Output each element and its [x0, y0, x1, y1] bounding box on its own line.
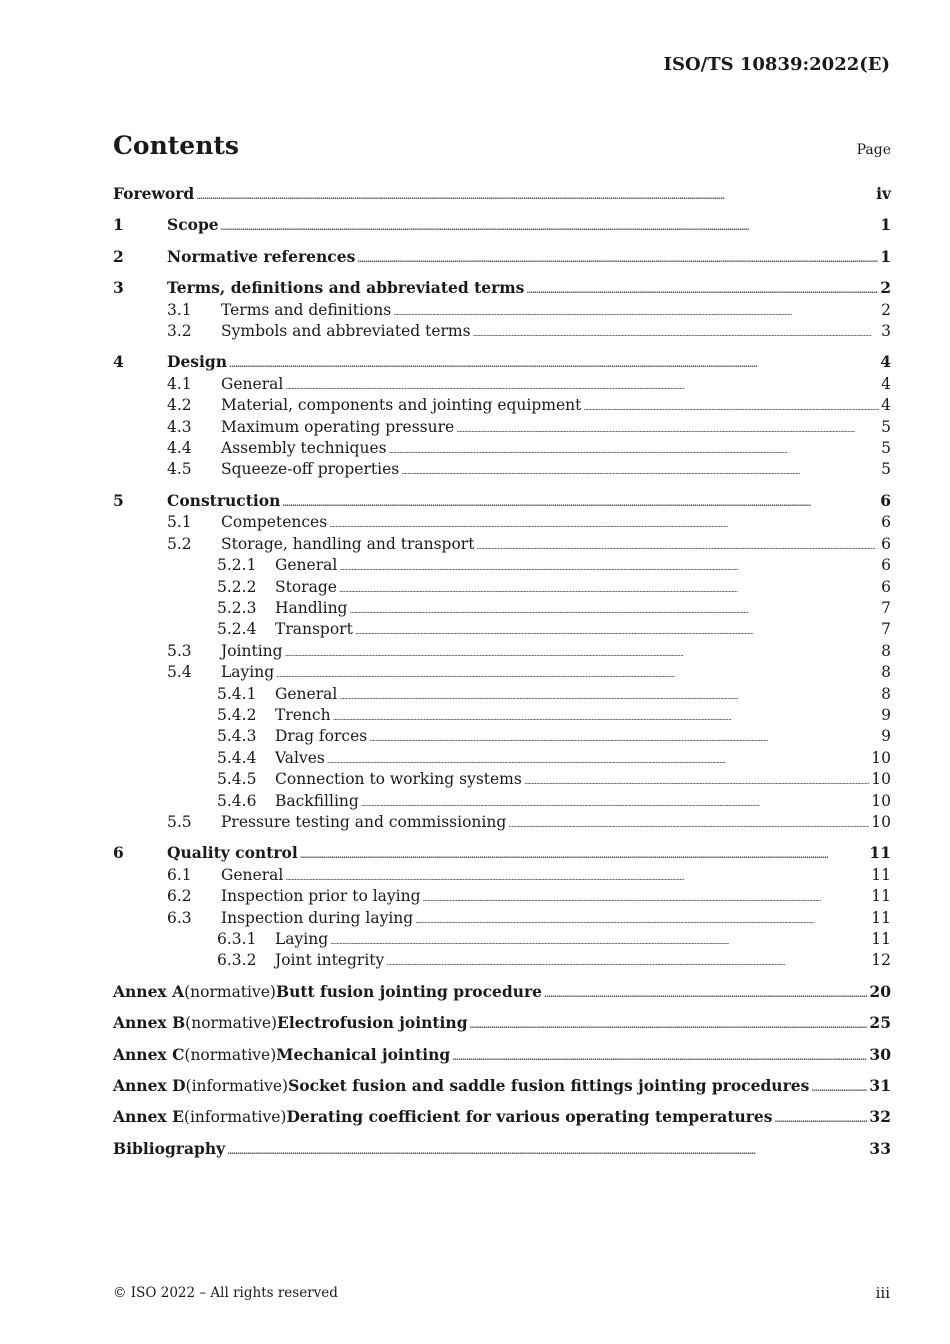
- subsection-title: General: [221, 865, 284, 884]
- toc-subsubsection-5.2.1[interactable]: [113, 556, 891, 577]
- dot-leader: [221, 218, 879, 237]
- toc-subsubsection-5.2.4[interactable]: [113, 620, 891, 641]
- annex-page: 25: [869, 1013, 891, 1033]
- subsection-title: Inspection during laying: [221, 908, 414, 927]
- section-title: Construction: [167, 490, 281, 510]
- toc-annex-a[interactable]: [113, 982, 891, 1004]
- subsubsection-title: Transport: [275, 620, 353, 639]
- subsubsection-page: 10: [871, 748, 891, 767]
- dot-leader: [811, 1079, 867, 1098]
- toc-subsection-4.1[interactable]: [113, 375, 891, 396]
- dot-leader: [476, 537, 879, 556]
- toc-section-2[interactable]: [113, 247, 891, 269]
- subsection-number: 4.4: [167, 439, 192, 458]
- toc-subsection-6.2[interactable]: [113, 887, 891, 908]
- subsubsection-number: 5.4.2: [217, 705, 257, 724]
- subsection-title: Inspection prior to laying: [221, 887, 421, 906]
- subsection-page: 11: [871, 908, 891, 927]
- dot-leader: [470, 1016, 868, 1035]
- annex-kind: (informative): [183, 1108, 287, 1127]
- annex-title: Electrofusion jointing: [277, 1013, 468, 1033]
- section-title: Design: [167, 352, 228, 372]
- subsubsection-page: 6: [881, 577, 891, 596]
- subsubsection-number: 5.2.2: [217, 577, 257, 596]
- document-id: ISO/TS 10839:2022(E): [663, 54, 890, 75]
- section-title: Terms, definitions and abbreviated terms: [167, 278, 525, 298]
- toc-section-5[interactable]: [113, 491, 891, 513]
- dot-leader: [369, 729, 879, 748]
- dot-leader: [339, 687, 879, 706]
- subsubsection-title: Storage: [275, 577, 337, 596]
- subsection-title: Terms and definitions: [221, 300, 392, 319]
- dot-leader: [339, 558, 879, 577]
- toc-subsection-4.2[interactable]: [113, 396, 891, 417]
- annex-label: Annex D: [113, 1076, 186, 1096]
- subsubsection-number: 5.4.6: [217, 791, 257, 810]
- toc-subsection-5.3[interactable]: [113, 642, 891, 663]
- dot-leader: [282, 494, 878, 513]
- annex-label: Annex E: [113, 1107, 184, 1127]
- subsection-number: 3.1: [167, 300, 192, 319]
- dot-leader: [327, 751, 869, 770]
- toc-subsection-5.1[interactable]: [113, 513, 891, 534]
- subsubsection-number: 6.3.1: [217, 930, 257, 948]
- subsubsection-page: 7: [881, 598, 891, 617]
- subsubsection-title: General: [275, 684, 338, 703]
- subsection-title: Maximum operating pressure: [221, 417, 455, 436]
- dot-leader: [473, 324, 880, 343]
- dot-leader: [229, 355, 878, 374]
- subsection-page: 6: [881, 513, 891, 532]
- page-column-label: Page: [856, 142, 891, 158]
- toc-entry-foreword[interactable]: [113, 184, 891, 206]
- toc-subsubsection-5.4.5[interactable]: [113, 770, 891, 791]
- subsubsection-number: 5.4.3: [217, 727, 257, 746]
- subsection-title: Competences: [221, 513, 328, 532]
- subsubsection-title: Trench: [275, 705, 331, 724]
- annex-kind: (normative): [184, 982, 276, 1001]
- table-of-contents: [113, 184, 891, 1161]
- dot-leader: [452, 1048, 867, 1067]
- toc-subsubsection-5.4.3[interactable]: [113, 727, 891, 748]
- dot-leader: [524, 772, 869, 791]
- subsubsection-title: Handling: [275, 598, 348, 617]
- annex-page: 32: [869, 1107, 891, 1127]
- subsection-page: 2: [881, 300, 891, 319]
- section-number: 6: [113, 843, 124, 863]
- subsection-number: 5.1: [167, 513, 192, 532]
- annex-kind: (informative): [185, 1077, 289, 1096]
- subsubsection-page: 6: [881, 556, 891, 575]
- subsubsection-title: General: [275, 556, 338, 575]
- subsubsection-page: 12: [871, 951, 891, 970]
- dot-leader: [389, 441, 880, 460]
- toc-subsubsection-5.4.6[interactable]: [113, 792, 891, 813]
- toc-subsection-4.3[interactable]: [113, 418, 891, 439]
- subsection-title: Assembly techniques: [221, 439, 387, 458]
- dot-leader: [330, 932, 869, 951]
- toc-subsubsection-5.4.2[interactable]: [113, 706, 891, 727]
- subsection-number: 6.1: [167, 865, 192, 884]
- toc-subsection-3.2[interactable]: [113, 322, 891, 343]
- subsubsection-title: Laying: [275, 930, 329, 948]
- subsubsection-title: Joint integrity: [275, 951, 385, 970]
- dot-leader: [300, 846, 868, 865]
- subsection-title: Storage, handling and transport: [221, 534, 475, 553]
- dot-leader: [339, 580, 879, 599]
- section-page: 4: [880, 352, 891, 372]
- copyright-notice: © ISO 2022 – All rights reserved: [113, 1285, 338, 1301]
- subsubsection-number: 5.2.1: [217, 556, 257, 575]
- dot-leader: [196, 187, 874, 206]
- subsubsection-number: 5.4.4: [217, 748, 257, 767]
- subsubsection-page: 8: [881, 684, 891, 703]
- section-page: 1: [880, 215, 891, 235]
- subsubsection-page: 9: [881, 705, 891, 724]
- annex-page: 30: [869, 1044, 891, 1064]
- subsubsection-page: 10: [871, 791, 891, 810]
- contents-title: Contents: [113, 131, 240, 160]
- subsection-page: 3: [881, 322, 891, 341]
- toc-section-3[interactable]: [113, 278, 891, 300]
- subsubsection-number: 5.2.4: [217, 620, 257, 639]
- dot-leader: [526, 281, 878, 300]
- toc-subsubsection-6.3.2[interactable]: [113, 951, 891, 972]
- subsection-number: 6.3: [167, 908, 192, 927]
- subsubsection-page: 7: [881, 620, 891, 639]
- subsubsection-page: 9: [881, 727, 891, 746]
- dot-leader: [423, 889, 870, 908]
- subsection-number: 3.2: [167, 322, 192, 341]
- toc-subsection-4.4[interactable]: [113, 439, 891, 460]
- annex-page: 31: [869, 1076, 891, 1096]
- dot-leader: [508, 815, 869, 834]
- section-page: 1: [880, 246, 891, 266]
- dot-leader: [349, 601, 879, 620]
- dot-leader: [276, 665, 879, 684]
- subsection-number: 6.2: [167, 887, 192, 906]
- subsection-title: Laying: [221, 663, 275, 682]
- subsubsection-title: Valves: [275, 748, 325, 767]
- bibliography-page: 33: [869, 1138, 891, 1158]
- toc-subsection-5.4[interactable]: [113, 663, 891, 684]
- toc-entry-page: iv: [876, 184, 891, 203]
- dot-leader: [285, 868, 869, 887]
- subsubsection-number: 5.4.5: [217, 770, 257, 789]
- dot-leader: [386, 953, 869, 972]
- dot-leader: [415, 911, 869, 930]
- subsection-page: 8: [881, 641, 891, 660]
- subsubsection-number: 5.4.1: [217, 684, 257, 703]
- subsubsection-title: Drag forces: [275, 727, 368, 746]
- annex-title: Mechanical jointing: [276, 1044, 451, 1064]
- dot-leader: [361, 794, 869, 813]
- dot-leader: [544, 985, 867, 1004]
- dot-leader: [329, 515, 879, 534]
- toc-section-6[interactable]: [113, 843, 891, 865]
- toc-subsection-6.1[interactable]: [113, 866, 891, 887]
- section-title: Scope: [167, 215, 219, 235]
- toc-annex-c[interactable]: [113, 1045, 891, 1067]
- subsubsection-title: Backfilling: [275, 791, 359, 810]
- toc-entry-title: Foreword: [113, 184, 195, 203]
- toc-subsubsection-5.4.4[interactable]: [113, 749, 891, 770]
- subsection-title: Jointing: [221, 641, 283, 660]
- annex-label: Annex C: [113, 1044, 185, 1064]
- subsection-page: 6: [881, 534, 891, 553]
- annex-title: Butt fusion jointing procedure: [275, 981, 543, 1001]
- dot-leader: [583, 398, 879, 417]
- subsection-number: 5.3: [167, 641, 192, 660]
- dot-leader: [285, 644, 880, 663]
- subsection-page: 11: [871, 887, 891, 906]
- subsection-number: 4.5: [167, 460, 192, 479]
- toc-bibliography[interactable]: [113, 1139, 891, 1161]
- dot-leader: [333, 708, 880, 727]
- section-number: 1: [113, 215, 124, 235]
- toc-subsubsection-5.2.2[interactable]: [113, 578, 891, 599]
- section-number: 2: [113, 246, 124, 266]
- subsection-page: 5: [881, 417, 891, 436]
- subsubsection-page: 10: [871, 770, 891, 789]
- toc-section-4[interactable]: [113, 352, 891, 374]
- dot-leader: [357, 250, 878, 269]
- subsection-title: Material, components and jointing equipment: [221, 396, 582, 415]
- dot-leader: [285, 377, 879, 396]
- subsubsection-title: Connection to working systems: [275, 770, 522, 789]
- subsection-title: Squeeze-off properties: [221, 460, 400, 479]
- subsection-number: 4.2: [167, 396, 192, 415]
- annex-label: Annex A: [113, 981, 185, 1001]
- subsubsection-number: 5.2.3: [217, 598, 257, 617]
- subsection-title: General: [221, 374, 284, 393]
- dot-leader: [393, 303, 879, 322]
- section-page: 6: [880, 490, 891, 510]
- toc-section-1[interactable]: [113, 215, 891, 237]
- bibliography-title: Bibliography: [113, 1138, 226, 1158]
- subsection-page: 10: [871, 812, 891, 831]
- page-number: iii: [875, 1284, 890, 1302]
- subsection-page: 4: [881, 374, 891, 393]
- annex-page: 20: [869, 981, 891, 1001]
- dot-leader: [401, 462, 879, 481]
- toc-subsubsection-6.3.1[interactable]: [113, 930, 891, 951]
- subsubsection-page: 11: [871, 930, 891, 948]
- subsection-number: 4.3: [167, 417, 192, 436]
- subsection-title: Symbols and abbreviated terms: [221, 322, 471, 341]
- subsubsection-number: 6.3.2: [217, 951, 257, 970]
- toc-subsection-5.2[interactable]: [113, 535, 891, 556]
- subsection-page: 4: [881, 396, 891, 415]
- subsection-page: 5: [881, 460, 891, 479]
- section-number: 3: [113, 278, 124, 298]
- section-page: 2: [880, 278, 891, 298]
- section-number: 5: [113, 490, 124, 510]
- annex-title: Derating coefficient for various operating temperatures: [286, 1107, 773, 1127]
- section-title: Normative references: [167, 246, 356, 266]
- toc-annex-b[interactable]: [113, 1013, 891, 1035]
- subsection-number: 5.5: [167, 812, 192, 831]
- section-page: 11: [869, 843, 891, 863]
- toc-subsection-6.3[interactable]: [113, 909, 891, 930]
- subsection-title: Pressure testing and commissioning: [221, 812, 507, 831]
- toc-subsection-3.1[interactable]: [113, 301, 891, 322]
- section-number: 4: [113, 352, 124, 372]
- subsection-number: 4.1: [167, 374, 192, 393]
- subsection-number: 5.4: [167, 663, 192, 682]
- annex-label: Annex B: [113, 1013, 186, 1033]
- dot-leader: [227, 1142, 867, 1161]
- annex-title: Socket fusion and saddle fusion fittings jointing procedures: [288, 1076, 810, 1096]
- subsection-number: 5.2: [167, 534, 192, 553]
- subsection-page: 11: [871, 865, 891, 884]
- toc-subsection-4.5[interactable]: [113, 460, 891, 481]
- annex-kind: (normative): [185, 1014, 278, 1033]
- toc-annex-d[interactable]: [113, 1076, 891, 1098]
- toc-subsubsection-5.2.3[interactable]: [113, 599, 891, 620]
- subsection-page: 8: [881, 663, 891, 682]
- dot-leader: [456, 420, 879, 439]
- toc-annex-e[interactable]: [113, 1107, 891, 1129]
- subsection-page: 5: [881, 439, 891, 458]
- toc-subsubsection-5.4.1[interactable]: [113, 685, 891, 706]
- dot-leader: [775, 1110, 868, 1129]
- dot-leader: [355, 622, 879, 641]
- section-title: Quality control: [167, 843, 298, 863]
- annex-kind: (normative): [184, 1045, 277, 1064]
- toc-subsection-5.5[interactable]: [113, 813, 891, 834]
